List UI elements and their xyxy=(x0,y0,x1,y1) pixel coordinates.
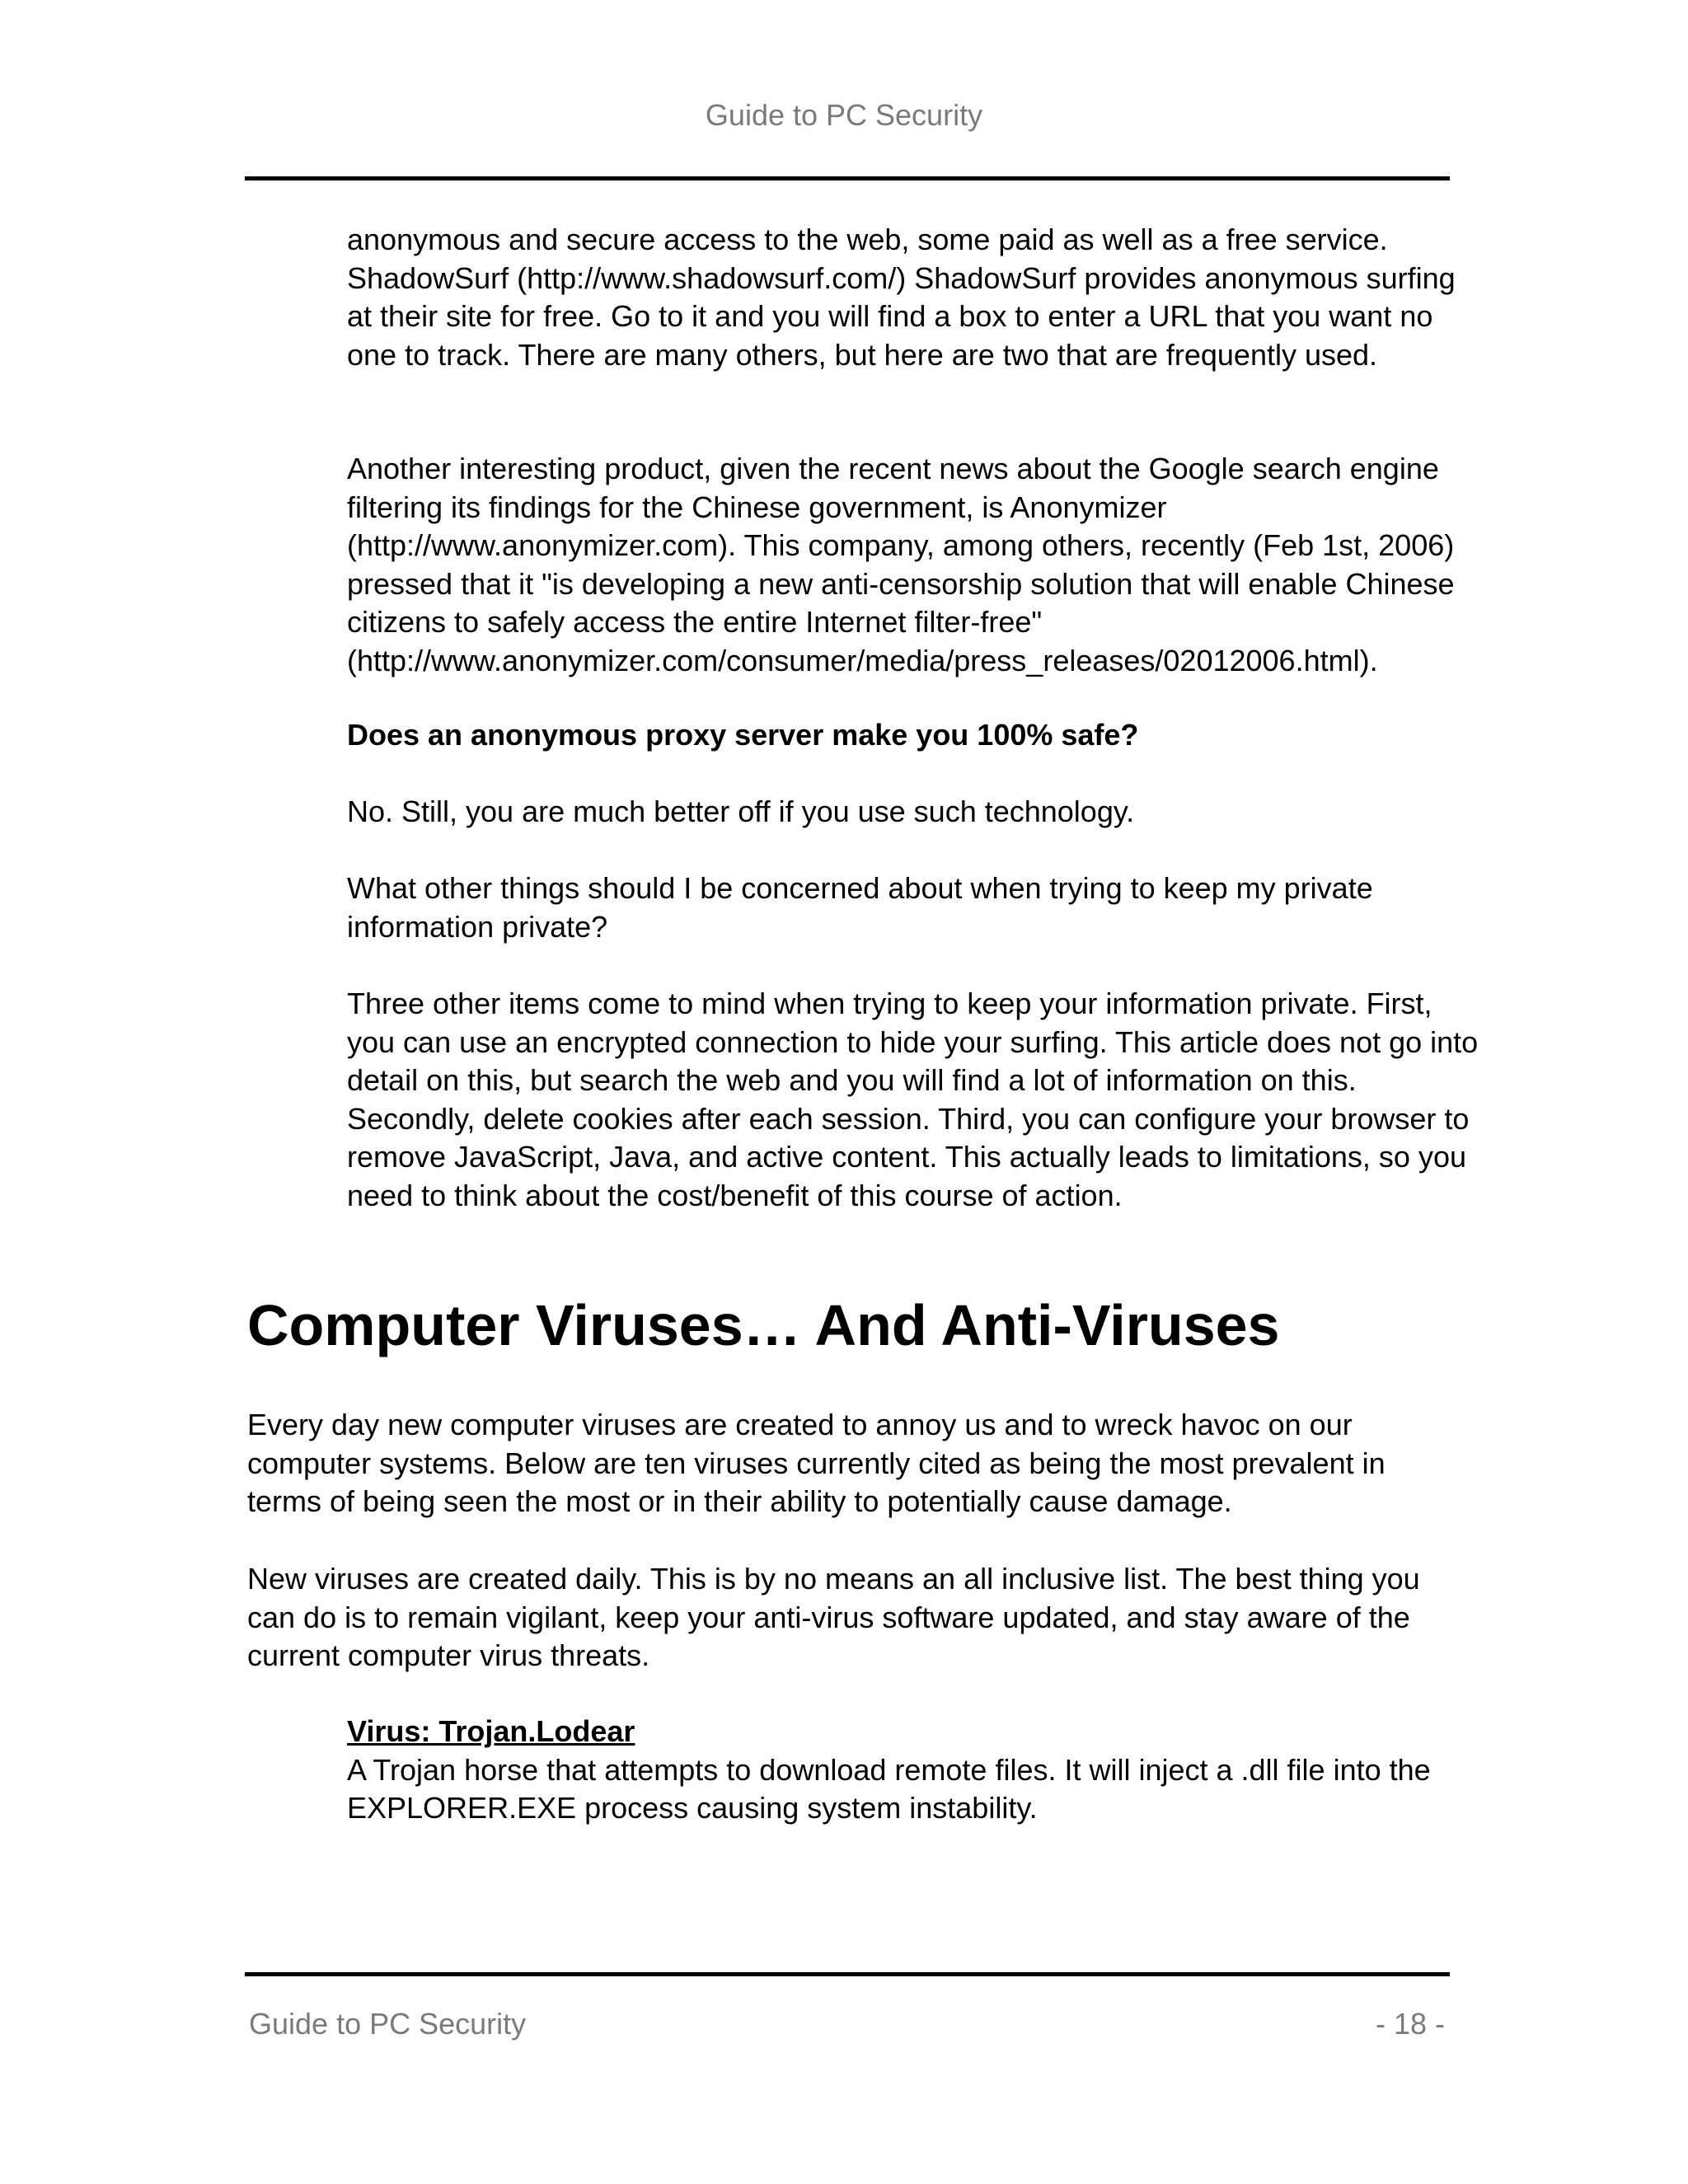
virus-entry xyxy=(347,1713,1484,1828)
question-proxy-safe: Does an anonymous proxy server make you 100% safe? xyxy=(347,718,1139,752)
footer-title: Guide to PC Security xyxy=(249,2007,527,2041)
section-intro-2: New viruses are created daily. This is by no means an all inclusive list. The best thing you can do is to remain vigilant, keep your anti-virus software updated, and stay aware of the current computer virus threats. xyxy=(247,1562,1420,1672)
answer-other-concerns: Three other items come to mind when trying to keep your information private. First, you can use an encrypted connection to hide your surfing. This article does not go into detail on this, but search the web and you will find a lot of information on this. Secondly, delete cookies after each session. Third, you can configure your browser to remove JavaScript, Java, and active content. This actually leads to limitations, so you need to think about the cost/benefit of this course of action. xyxy=(347,987,1479,1212)
virus-name: Virus: Trojan.Lodear xyxy=(347,1714,635,1748)
question-other-concerns: What other things should I be concerned about when trying to keep my private information private? xyxy=(347,871,1373,944)
answer-proxy-safe: No. Still, you are much better off if you use such technology. xyxy=(347,794,1135,828)
page-number: - 18 - xyxy=(1375,2007,1445,2041)
footer-rule xyxy=(245,1972,1450,1976)
section-heading: Computer Viruses… And Anti-Viruses xyxy=(247,1293,1280,1357)
running-header: Guide to PC Security xyxy=(705,98,983,132)
header-rule xyxy=(245,176,1450,180)
paragraph-anonymizer: Another interesting product, given the recent news about the Google search engine filtering its findings for the Chinese government, is Anonymizer (http://www.anonymizer.com). This company, among others, recently (Feb 1st, 2006) pressed that it "is developing a new anti-censorship solution that will enable Chinese citizens to safely access the entire Internet filter-free" (http://www.anonymizer.com/consumer/media/press_releases/02012006.html). xyxy=(347,452,1455,677)
section-intro-1: Every day new computer viruses are created to annoy us and to wreck havoc on our computer systems. Below are ten viruses currently cited as being the most prevalent in terms of being seen the most or in their ability to potentially cause damage. xyxy=(247,1408,1386,1518)
virus-description: A Trojan horse that attempts to download remote files. It will inject a .dll file into the EXPLORER.EXE process causing system instability. xyxy=(347,1752,1431,1825)
paragraph-proxy-services: anonymous and secure access to the web, some paid as well as a free service. ShadowSurf (http://www.shadowsurf.com/) ShadowSurf provides anonymous surfing at their site for free. Go to it and you will find a box to enter a URL that you want no one to track. There are many others, but here are two that are frequently used. xyxy=(347,223,1456,372)
